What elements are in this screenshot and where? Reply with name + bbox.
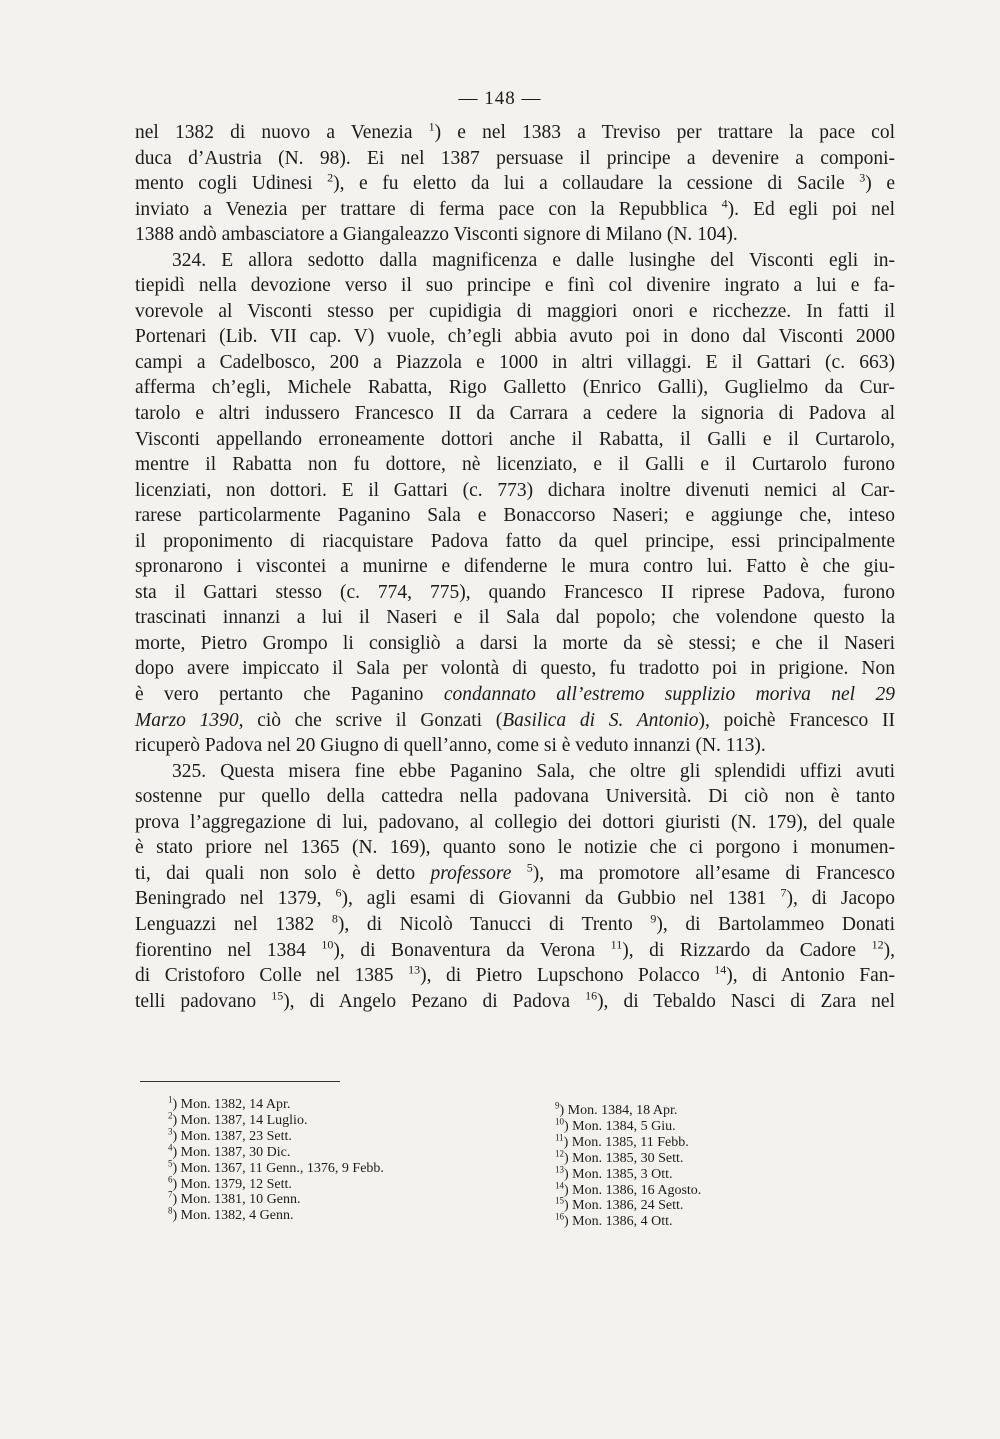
footnote-marker: 16	[585, 988, 598, 1003]
footnote-marker: 3	[859, 170, 866, 185]
text-line	[135, 938, 895, 964]
footnote-text: Mon. 1386, 4 Ott.	[572, 1214, 673, 1230]
text-run: ), di Angelo Pezano di Padova	[283, 990, 586, 1012]
page-number: — 148 —	[458, 88, 542, 109]
footnote	[168, 1126, 384, 1145]
text-line	[135, 299, 895, 325]
footnote-paren: )	[564, 1182, 573, 1198]
text-run: sostenne pur quello della cattedra nella padovana Università. Di ciò non è tanto	[135, 786, 895, 808]
text-line	[135, 146, 895, 172]
text-run: ), di Bonaventura da Verona	[333, 939, 611, 961]
text-run: afferma ch’egli, Michele Rabatta, Rigo Galletto (Enrico Galli), Guglielmo da Cur-	[135, 377, 895, 399]
footnote-number: 6	[168, 1173, 173, 1184]
text-line	[135, 324, 895, 350]
text-run: condannato all’estremo supplizio moriva nel 29	[443, 684, 895, 706]
text-line	[135, 248, 895, 274]
footnote-text: Mon. 1387, 30 Dic.	[180, 1144, 291, 1160]
text-run: ),	[883, 939, 896, 961]
text-line	[135, 886, 895, 912]
footnote-text: Mon. 1367, 11 Genn., 1376, 9 Febb.	[180, 1160, 384, 1176]
text-run: ), di Nicolò Tanucci di Trento	[337, 913, 651, 935]
footnote-number: 15	[555, 1195, 564, 1206]
footnote	[168, 1157, 384, 1177]
text-line	[135, 554, 895, 580]
text-line	[135, 708, 895, 734]
text-run: 324. E allora sedotto dalla magnificenza e dalle lusinghe del Visconti egli in-	[172, 249, 895, 271]
footnote-text: Mon. 1386, 16 Agosto.	[572, 1182, 702, 1198]
footnote-number: 7	[168, 1189, 173, 1200]
footnote	[168, 1094, 384, 1113]
text-run: telli padovano	[135, 990, 272, 1012]
text-run: vorevole al Visconti stesso per cupidigia di maggiori onori e ricchezze. In fatti il	[135, 300, 895, 322]
text-run: prova l’aggregazione di lui, padovano, al collegio dei dottori giuristi (N. 179), del quale	[135, 811, 895, 833]
text-run: Portenari (Lib. VII cap. V) vuole, ch’egli abbia avuto poi in dono dal Visconti 2000	[135, 326, 895, 348]
footnote	[555, 1163, 701, 1183]
text-line	[135, 912, 895, 938]
text-line	[135, 222, 895, 248]
text-run: rarese particolarmente Paganino Sala e Bonaccorso Naseri; e aggiunge che, inteso	[135, 505, 895, 527]
footnote-marker: 14	[714, 962, 727, 977]
text-run: ricuperò Padova nel 20 Giugno di quell’anno, come si è veduto innanzi (N. 113).	[135, 735, 766, 757]
text-line	[135, 503, 895, 529]
footnote-paren: )	[172, 1160, 181, 1176]
text-run: ). Ed egli poi nel	[727, 198, 895, 220]
text-run: ), di Antonio Fan-	[726, 965, 896, 987]
footnote-marker: 13	[408, 962, 421, 977]
footnote-paren: )	[172, 1144, 181, 1160]
footnote	[168, 1110, 384, 1129]
text-run: Beningrado nel 1379,	[135, 888, 336, 910]
text-run: inviato a Venezia per trattare di ferma pace con la Repubblica	[135, 198, 722, 220]
footnote-number: 13	[555, 1163, 564, 1174]
footnote-text: Mon. 1382, 4 Genn.	[180, 1208, 294, 1224]
footnote	[555, 1116, 701, 1135]
text-line	[135, 350, 895, 376]
footnotes-left-column	[168, 1094, 384, 1224]
footnote-paren: )	[559, 1103, 568, 1118]
text-line	[135, 861, 895, 887]
text-run: è vero pertanto che Paganino	[135, 684, 444, 706]
footnote-text: Mon. 1384, 18 Apr.	[567, 1103, 678, 1118]
text-run: tiepidì nella devozione verso il suo principe e finì col divenire ingrato a lui e fa-	[135, 275, 895, 297]
footnote-paren: )	[564, 1214, 573, 1230]
text-line	[135, 452, 895, 478]
footnote-text: Mon. 1385, 30 Sett.	[572, 1150, 684, 1166]
text-run: fiorentino nel 1384	[135, 939, 322, 961]
footnote	[168, 1173, 384, 1193]
footnote-number: 11	[555, 1132, 564, 1143]
footnote-paren: )	[564, 1118, 573, 1134]
footnote-rule	[140, 1081, 340, 1082]
footnote-marker: 7	[780, 885, 787, 900]
text-line	[135, 835, 895, 861]
text-run: , ciò che scrive il Gonzati (	[238, 709, 503, 731]
text-line	[135, 733, 895, 759]
text-run: Lenguazzi nel 1382	[135, 913, 332, 935]
text-line	[135, 631, 895, 657]
text-run: tarolo e altri indussero Francesco II da Carrara a cedere la signoria di Padova al	[135, 403, 895, 425]
text-run: il proponimento di riacquistare Padova fatto da quel principe, essi principalmente	[135, 530, 895, 552]
footnote-marker: 10	[321, 937, 334, 951]
footnote-text: Mon. 1385, 3 Ott.	[572, 1166, 673, 1182]
footnote-paren: )	[563, 1134, 572, 1150]
text-line	[135, 375, 895, 401]
footnote-number: 8	[168, 1205, 173, 1216]
footnote-marker: 5	[526, 860, 533, 875]
footnote-text: Mon. 1386, 24 Sett.	[572, 1198, 684, 1214]
footnote-number: 5	[168, 1157, 173, 1168]
text-run: trascinati innanzi a lui il Naseri e il Sala dal popolo; che volendone questo la	[135, 607, 895, 629]
text-run: dopo avere impiccato il Sala per volontà di questo, fu tradotto poi in prigione. Non	[135, 658, 895, 680]
footnote-paren: )	[172, 1176, 181, 1192]
footnote	[168, 1189, 384, 1208]
text-run: professore	[430, 862, 512, 884]
text-line	[135, 197, 895, 223]
footnote-number: 4	[168, 1142, 173, 1153]
text-run: ), poichè Francesco II	[698, 709, 896, 731]
text-run: ), di Bartolammeo Donati	[656, 913, 895, 935]
footnote-marker: 6	[335, 885, 342, 900]
text-run: mento cogli Udinesi	[135, 173, 328, 195]
text-run: ), di Pietro Lupschono Polacco	[420, 965, 715, 987]
text-run: Marzo 1390	[135, 709, 239, 731]
text-line	[135, 427, 895, 453]
footnote-number: 9	[555, 1100, 560, 1111]
text-run: sta il Gattari stesso (c. 774, 775), quando Francesco II riprese Padova, furono	[135, 581, 895, 603]
footnote-marker: 2	[327, 170, 334, 185]
footnote	[555, 1179, 702, 1199]
text-run: 1388 andò ambasciatore a Giangaleazzo Visconti signore di Milano (N. 104).	[135, 224, 738, 246]
text-line	[135, 605, 895, 631]
footnote	[555, 1132, 701, 1151]
footnote-paren: )	[172, 1192, 181, 1208]
text-run: campi a Cadelbosco, 200 a Piazzola e 1000 in altri villaggi. E il Gattari (c. 663)	[135, 351, 895, 373]
text-run: 325. Questa misera fine ebbe Paganino Sala, che oltre gli splendidi uffizi avuti	[172, 760, 895, 782]
text-line	[135, 401, 895, 427]
footnote-text: Mon. 1385, 11 Febb.	[571, 1134, 689, 1150]
text-line	[135, 759, 895, 785]
text-line	[135, 273, 895, 299]
body-text	[135, 120, 895, 1014]
footnote-text: Mon. 1379, 12 Sett.	[180, 1176, 292, 1192]
text-run: Basilica di S. Antonio	[502, 709, 699, 731]
text-line	[135, 656, 895, 682]
text-run: ) e nel 1383 a Treviso per trattare la pace col	[434, 122, 895, 143]
footnote-text: Mon. 1384, 5 Giu.	[572, 1118, 676, 1134]
footnote	[168, 1142, 384, 1161]
text-run: mentre il Rabatta non fu dottore, nè licenziato, e il Galli e il Curtarolo furono	[135, 454, 895, 476]
text-line	[135, 963, 895, 989]
footnote-paren: )	[564, 1198, 573, 1214]
footnote-paren: )	[172, 1097, 181, 1112]
footnote-marker: 4	[721, 196, 728, 211]
text-run: spronarono i viscontei a munirne e difenderne le mura contro lui. Fatto è che giu-	[135, 556, 895, 578]
text-line	[135, 810, 895, 836]
footnote-text: Mon. 1387, 23 Sett.	[180, 1128, 292, 1144]
footnote-paren: )	[564, 1150, 573, 1166]
text-run: Visconti appellando erroneamente dottori anche il Rabatta, il Galli e il Curtarolo,	[135, 428, 895, 450]
text-run: ti, dai quali non solo è detto	[135, 862, 431, 884]
footnote	[555, 1100, 701, 1119]
text-run: ) e	[865, 173, 895, 195]
footnote-marker: 8	[331, 911, 338, 926]
footnote-marker: 12	[871, 937, 884, 951]
text-line	[135, 682, 895, 708]
text-run: ), agli esami di Giovanni da Gubbio nel 1381	[341, 888, 781, 910]
footnotes-right-column	[555, 1100, 702, 1230]
text-run: ), di Jacopo	[786, 888, 896, 910]
text-run: ), di Rizzardo da Cadore	[622, 939, 872, 961]
text-run: nel 1382 di nuovo a Venezia	[135, 122, 429, 143]
footnote-paren: )	[564, 1166, 573, 1182]
footnote-text: Mon. 1387, 14 Luglio.	[180, 1112, 308, 1128]
text-run: è stato priore nel 1365 (N. 169), quanto sono le notizie che ci porgono i monumen-	[135, 837, 895, 859]
footnote-marker: 9	[650, 911, 657, 926]
text-run: di Cristoforo Colle nel 1385	[135, 965, 409, 987]
footnote-text: Mon. 1381, 10 Genn.	[180, 1192, 301, 1208]
text-line	[135, 529, 895, 555]
footnote-number: 1	[168, 1094, 173, 1105]
text-line	[135, 171, 895, 197]
footnote	[555, 1211, 701, 1230]
text-line	[135, 478, 895, 504]
text-line	[135, 580, 895, 606]
footnote-number: 16	[555, 1211, 564, 1222]
text-line	[135, 120, 895, 146]
text-run: ), ma promotore all’esame di Francesco	[532, 862, 895, 884]
footnote-marker: 1	[428, 119, 435, 134]
footnote-text: Mon. 1382, 14 Apr.	[180, 1097, 291, 1112]
footnote-paren: )	[172, 1128, 181, 1144]
footnote-number: 10	[555, 1116, 564, 1127]
footnote	[168, 1205, 384, 1224]
footnote-marker: 11	[610, 937, 623, 951]
text-run: ), e fu eletto da lui a collaudare la cessione di Sacile	[333, 173, 860, 195]
footnote-marker: 15	[271, 988, 284, 1003]
text-run: duca d’Austria (N. 98). Ei nel 1387 persuase il principe a devenire a componi-	[135, 147, 895, 169]
footnote-number: 3	[168, 1126, 173, 1137]
text-line	[135, 989, 895, 1015]
footnote	[555, 1148, 701, 1167]
text-run: morte, Pietro Grompo li consigliò a darsi la morte da sè stessi; e che il Naseri	[135, 632, 895, 654]
footnote	[555, 1195, 701, 1214]
footnote-paren: )	[172, 1112, 181, 1128]
footnote-paren: )	[172, 1208, 181, 1224]
footnote-number: 14	[555, 1179, 564, 1190]
text-run: licenziati, non dottori. E il Gattari (c. 773) dichara inoltre divenuti nemici al Car-	[135, 479, 895, 501]
footnote-number: 12	[555, 1148, 564, 1159]
text-run	[511, 863, 526, 884]
text-run: ), di Tebaldo Nasci di Zara nel	[597, 990, 895, 1012]
text-line	[135, 784, 895, 810]
footnote-number: 2	[168, 1110, 173, 1121]
